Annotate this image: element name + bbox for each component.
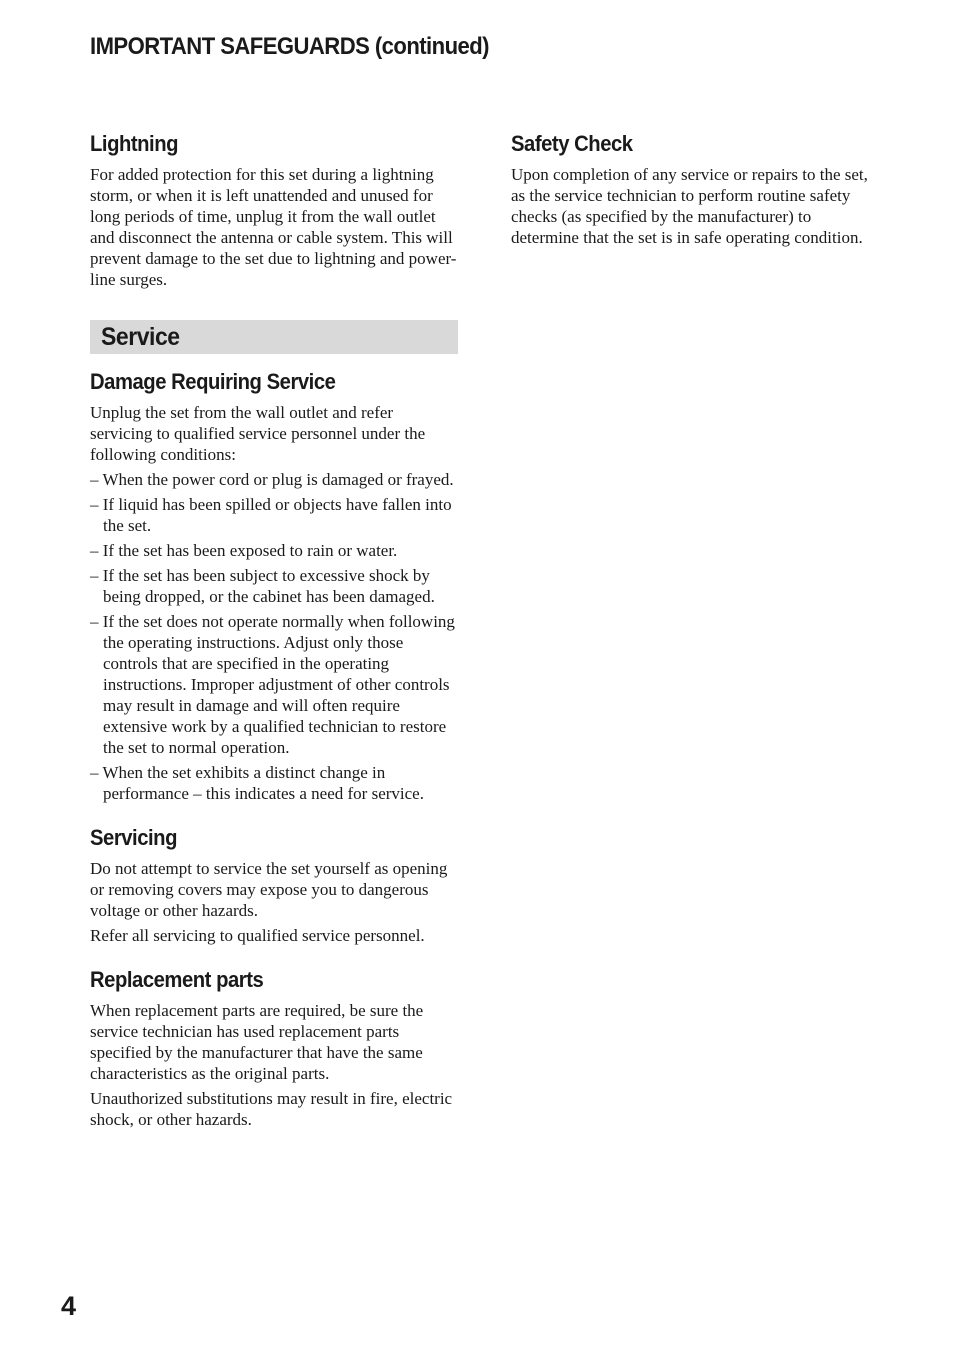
safety-check-body: Upon completion of any service or repairs to the set, as the service technician to perform routine safety checks (as specified by the manufacturer) to determine that the set is in safe operating condition. (511, 165, 868, 247)
service-section-title: Service (101, 322, 180, 351)
safety-check-heading: Safety Check (511, 131, 633, 156)
replacement-heading: Replacement parts (90, 967, 264, 992)
left-column (90, 130, 458, 1150)
list-item: – When the power cord or plug is damaged or frayed. (90, 470, 454, 489)
right-column (511, 130, 883, 268)
lightning-heading: Lightning (90, 131, 179, 156)
safety-check-section (511, 130, 883, 248)
servicing-heading: Servicing (90, 825, 177, 850)
servicing-paragraph: Do not attempt to service the set yourself as opening or removing covers may expose you to dangerous voltage or other hazards. (90, 859, 448, 920)
servicing-paragraph: Refer all servicing to qualified service personnel. (90, 926, 425, 945)
damage-heading: Damage Requiring Service (90, 369, 336, 394)
service-section-bar (90, 320, 458, 354)
lightning-section (90, 130, 458, 290)
replacement-section (90, 966, 458, 1130)
replacement-paragraph: When replacement parts are required, be sure the service technician has used replacement parts specified by the manufacturer that have the same characteristics as the original parts. (90, 1001, 424, 1083)
list-item: – If the set has been exposed to rain or water. (90, 541, 398, 560)
replacement-paragraph: Unauthorized substitutions may result in fire, electric shock, or other hazards. (90, 1089, 453, 1129)
damage-conditions-list (90, 469, 458, 804)
list-item: – When the set exhibits a distinct change in performance – this indicates a need for service. (90, 763, 424, 803)
list-item: – If the set has been subject to excessive shock by being dropped, or the cabinet has been damaged. (90, 566, 435, 606)
lightning-body: For added protection for this set during a lightning storm, or when it is left unattended and unused for long periods of time, unplug it from the wall outlet and disconnect the antenna or cable system. This will prevent damage to the set due to lightning and power-line surges. (90, 165, 457, 289)
page-number: 4 (61, 1291, 77, 1321)
servicing-section (90, 824, 458, 946)
list-item: – If liquid has been spilled or objects have fallen into the set. (90, 495, 452, 535)
list-item: – If the set does not operate normally when following the operating instructions. Adjust only those controls that are specified in the operating instructions. Improper adjustment of other controls may result in damage and will often require extensive work by a qualified technician to restore the set to normal operation. (90, 612, 455, 757)
damage-section (90, 368, 458, 804)
damage-intro: Unplug the set from the wall outlet and refer servicing to qualified service personnel under the following conditions: (90, 403, 426, 464)
page-header-title: IMPORTANT SAFEGUARDS (continued) (90, 33, 489, 60)
